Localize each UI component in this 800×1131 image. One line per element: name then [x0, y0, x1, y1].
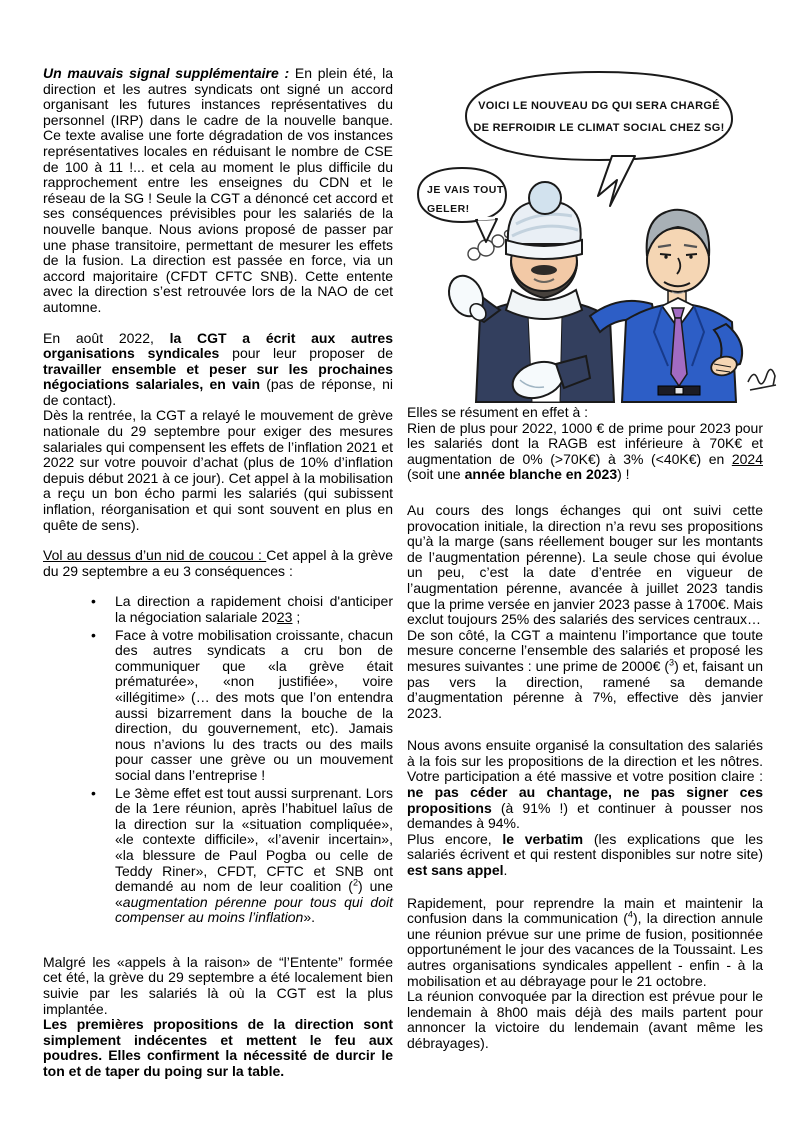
heading-vol-au-dessus: [43, 548, 393, 579]
text-segment: (soit une: [407, 466, 465, 483]
list-item: [43, 594, 393, 625]
text-segment: Le 3ème effet est tout aussi surprenant. Lors de la 1ere réunion, après l’habituel laîus de la direction sur la «situation compliquée», «le contexte difficile», «l’avenir incertain», «la blessure de Paul Pogba ou celle de Teddy Riner», CFDT, CFTC et SNB ont demandé au nom de leur coalition (: [115, 784, 393, 895]
pupil: [689, 255, 692, 258]
text-segment: Au cours des longs échanges qui ont suivi cette provocation initiale, la direction n’a revu ses propositions qu’à la marge (sans réellement bouger sur les montants de l’augmentation pérenne). La seule chose qui évolue un peu, c’est la date d’entrée en vigueur de l’augmentation pérenne, avancée à juillet 2023 tandis que la prime versée en janvier 2023 passe à 1700€. Mais exclut toujours 25% des salariés des services centraux…: [407, 501, 763, 628]
text-segment: Nous avons ensuite organisé la consultation des salariés à la fois sur les propositions de la direction et les nôtres. Votre participation a été massive et votre position claire :: [407, 737, 763, 785]
paragraph-reunion-convoquee: [407, 989, 763, 1051]
paragraph-aout-2022: [43, 331, 393, 409]
text-segment: ;: [292, 609, 301, 625]
text-segment: ) une «: [115, 878, 393, 910]
text-segment: la CGT a écrit aux autres organisations syndicales: [43, 329, 393, 362]
text-segment: Dès la rentrée, la CGT a relayé le mouvement de grève nationale du 29 septembre pour exiger des mesures salariales qui compensent les effets de l’inflation 2021 et 2022 sur votre pouvoir d’achat (plus de 10% d’inflation depuis début 2021 à ce jour). Cet appel à la mobilisation a reçu un bon écho parmi les salariés (qui subissent inflation, réorganisation et qui sont souvent en plus en quête de sens).: [43, 407, 393, 533]
text-segment: 2024: [731, 450, 763, 467]
cartoon-svg: [414, 64, 786, 404]
tie-knot: [672, 308, 684, 318]
text-segment: (à 91% !) et continuer à pousser nos demandes à 94%.: [407, 799, 763, 832]
bubble-small-line1: JE VAIS TOUT: [427, 184, 504, 196]
eye-right-2: [686, 254, 697, 255]
text-segment: Les premières propositions de la direction sont simplement indécentes et mettent le feu aux poudres. Elles confirment la nécessité de durcir le ton et de taper du poing sur la table.: [43, 1016, 393, 1080]
text-segment: ne pas céder au chantage, ne pas signer ces propositions: [407, 784, 763, 816]
text-segment: est sans appel: [407, 862, 504, 879]
text-segment: (pas de réponse, ni de contact).: [43, 376, 393, 408]
text-segment: pour leur proposer de: [219, 345, 393, 362]
text-segment: 3: [669, 657, 675, 668]
speech-bubble-small: [418, 168, 506, 242]
paragraph-verbatim: [407, 832, 763, 879]
paragraph-rapidement: [407, 896, 763, 990]
paragraph-rien-de-plus: [407, 421, 763, 483]
text-segment: le verbatim: [502, 830, 584, 847]
bubble-main-line1: VOICI LE NOUVEAU DG QUI SERA CHARGÉ: [478, 100, 720, 112]
bubble-main-line2: DE REFROIDIR LE CLIMAT SOCIAL CHEZ SG!: [473, 122, 725, 134]
text-segment: En août 2022,: [43, 329, 170, 346]
bubble-small-line2: GELER!: [427, 203, 470, 215]
text-segment: ) !: [617, 466, 630, 483]
paragraph-de-son-cote: [407, 628, 763, 722]
paragraph-elles-se-resument: [407, 405, 763, 421]
text-segment: Rien de plus pour 2022, 1000 € de prime pour 2023 pour les salariés dont la RAGB est inférieure à 70K€ et augmentation de 0% (>70K€) à 3% (<40K€) en: [407, 419, 763, 467]
left-column: [43, 66, 393, 1080]
text-segment: ».: [303, 909, 316, 926]
text-segment: augmentation pérenne pour tous qui doit compenser au moins l’inflation: [115, 893, 393, 926]
bubble-small-tail-mask: [478, 218, 495, 219]
list-item: [43, 786, 393, 926]
speech-bubble-main: [466, 72, 732, 206]
text-segment: Rapidement, pour reprendre la main et maintenir la confusion dans la communication (: [407, 894, 763, 927]
list-item: [43, 628, 393, 784]
belt-buckle: [675, 388, 683, 395]
text-segment: (les explications que les salariés écrivent et qui restent disponibles sur notre site): [407, 830, 763, 863]
mustache: [531, 265, 557, 275]
text-segment: La direction a rapidement choisi d'anticiper la négociation salariale 20: [115, 593, 393, 625]
text-segment: En plein été, la direction et les autres syndicats ont signé un accord organisant les futures instances représentatives du personnel (IRP) dans le cadre de la nouvelle banque. Ce texte avalise une forte dégradation de vos instances représentatives locales en réduisant le nombre de CSE de 100 à 11 !... et cela au moment le plus difficile du rapprochement entre les enseignes du CDN et le réseau de la SG ! Seule la CGT a dénoncé cet accord et ses conséquences prévisibles pour les salariés de la nouvelle banque. Nous avions proposé de passer par une phase transitoire, permettant de mesurer les effets de la fusion. La direction est passée en force, via un accord majoritaire (CFDT CFTC SNB). Cette entente avec la direction s’est retrouvée lors de la NAO de cet automne.: [43, 65, 393, 315]
right-column: [407, 405, 763, 1052]
text-segment: Elles se résument en effet à :: [407, 404, 589, 420]
text-segment: Cet appel à la grève du 29 septembre a eu 3 conséquences :: [43, 547, 393, 579]
pompom: [529, 182, 561, 214]
paragraph-premieres-propositions: [43, 1017, 393, 1079]
text-segment: 4: [627, 909, 633, 920]
paragraph-des-la-rentree: [43, 408, 393, 533]
text-segment: 23: [276, 609, 293, 625]
paragraph-mauvais-signal: [43, 66, 393, 316]
text-segment: année blanche en 2023: [464, 466, 618, 483]
text-segment: .: [503, 862, 508, 879]
text-segment: Face à votre mobilisation croissante, chacun des autres syndicats a cru bon de communiquer que «la grève était prématurée», «non justifiée», voire «illégitime» (… des mots que l’on entendra aussi bizarrement dans la bouche de la direction, du gouvernement, etc). Jamais nous n’avions lu des tracts ou des mails pour casser une grève ou un mouvement social dans l’entreprise !: [115, 626, 393, 783]
text-segment: La réunion convoquée par la direction est prévue pour le lendemain à 8h00 mais déjà des mails partent pour annoncer la victoire du lendemain (avant même les débrayages).: [407, 988, 763, 1051]
text-segment: Un mauvais signal supplémentaire :: [43, 65, 295, 81]
cartoon-illustration: [414, 64, 786, 404]
text-segment: Vol au dessus d’un nid de coucou :: [43, 547, 267, 564]
text-segment: travailler ensemble et peser sur les prochaines négociations salariales, en vain: [43, 360, 393, 393]
artist-signature-icon: [748, 369, 776, 390]
text-segment: ) et, faisant un pas vers la direction, ramené sa demande d’augmentation pérenne à 7%, effective dès janvier 2023.: [407, 657, 763, 721]
paragraph-malgre: [43, 955, 393, 1017]
paragraph-consultation: [407, 738, 763, 832]
paragraph-au-cours: [407, 503, 763, 628]
text-segment: ), la direction annule une réunion prévue sur une prime de fusion, positionnée opportunément le jour des vacances de la Toussaint. Les autres organisations syndicales appellent - enfin - à la mobilisation et au débrayage pour le 21 octobre.: [407, 910, 763, 989]
text-segment: Plus encore,: [407, 830, 503, 847]
eye-right-1: [660, 254, 671, 255]
text-segment: 2: [352, 877, 358, 888]
consequences-list: [43, 594, 393, 925]
text-segment: De son côté, la CGT a maintenu l’importance que toute mesure concerne l’ensemble des salariés et proposé les mesures suivantes : une prime de 2000€ (: [407, 626, 763, 674]
pupil: [664, 255, 667, 258]
text-segment: Malgré les «appels à la raison» de “l’Entente” formée cet été, la grève du 29 septembre a été localement bien suivie par les salariés là où la CGT est la plus implantée.: [43, 953, 393, 1017]
bubble-main-tail: [598, 156, 635, 206]
bubble-main-shape: [466, 72, 732, 160]
